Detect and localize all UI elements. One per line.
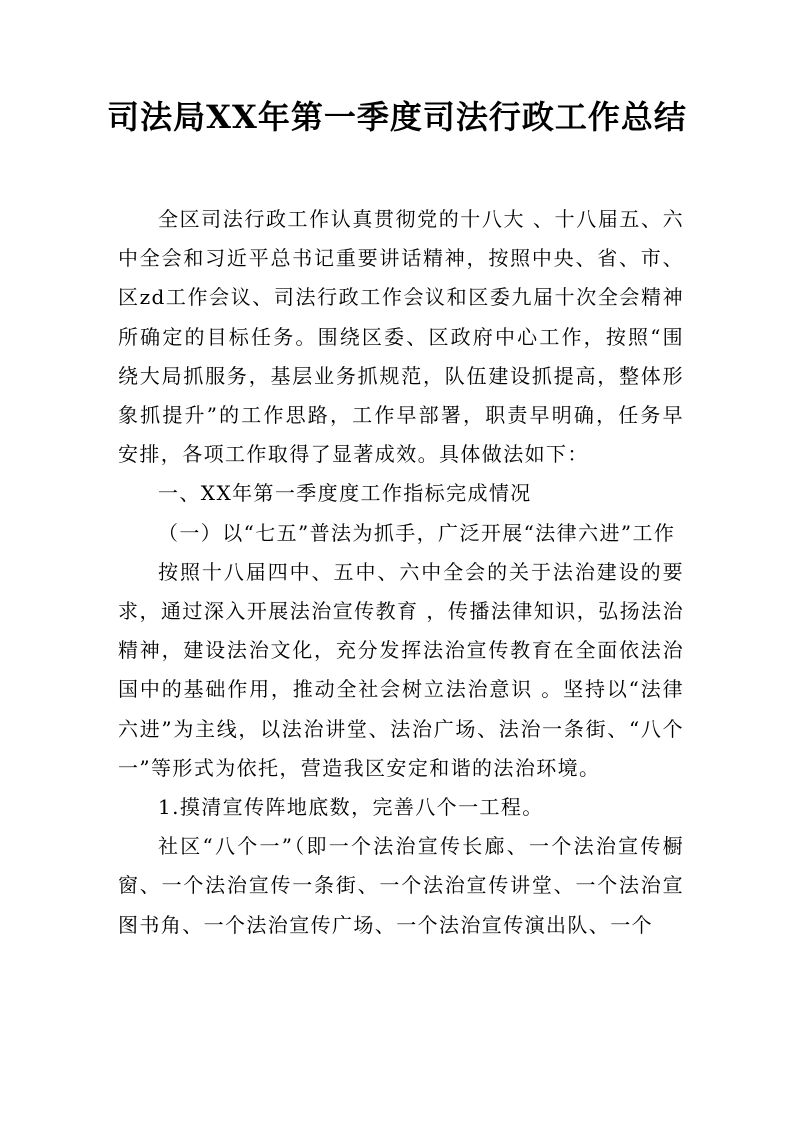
paragraph-eight-ones: 社区“八个一”（即一个法治宣传长廊、一个法治宣传橱窗、一个法治宣传一条街、一个法治宣传讲堂、一个法治宣图书角、一个法治宣传广场、一个法治宣传演出队、一个 — [118, 834, 684, 937]
subsection-heading-1: （一）以“七五”普法为抓手，广泛开展“法律六进”工作 — [158, 520, 676, 545]
item-heading-1: 1.摸清宣传阵地底数，完善八个一工程。 — [158, 795, 544, 820]
paragraph-rule-of-law: 按照十八届四中、五中、六中全会的关于法治建设的要求，通过深入开展法治宣传教育 ，传播法律知识，弘扬法治精神，建设法治文化，充分发挥法治宣传教育在全面依法治国中的基础作用，推动全社会树立法治意识 。坚持以“法律六进”为主线，以法治讲堂、法治广场、法治一条街、“八个一”等形式为依托，营造我区安定和谐的法治环境。 — [118, 559, 684, 780]
paragraph-intro: 全区司法行政工作认真贯彻党的十八大 、十八届五、六中全会和习近平总书记重要讲话精神，按照中央、省、市、区zd工作会议、司法行政工作会议和区委九届十次全会精神所确定的目标任务。围绕区委、区政府中心工作，按照“围绕大局抓服务，基层业务抓规范，队伍建设抓提高，整体形象抓提升”的工作思路，工作早部署，职责早明确，任务早安排，各项工作取得了显著成效。具体做法如下： — [118, 207, 684, 467]
document-title: 司法局XX年第一季度司法行政工作总结 — [107, 98, 687, 136]
section-heading-1: 一、XX年第一季度度工作指标完成情况 — [158, 481, 532, 506]
document-body — [118, 200, 684, 945]
